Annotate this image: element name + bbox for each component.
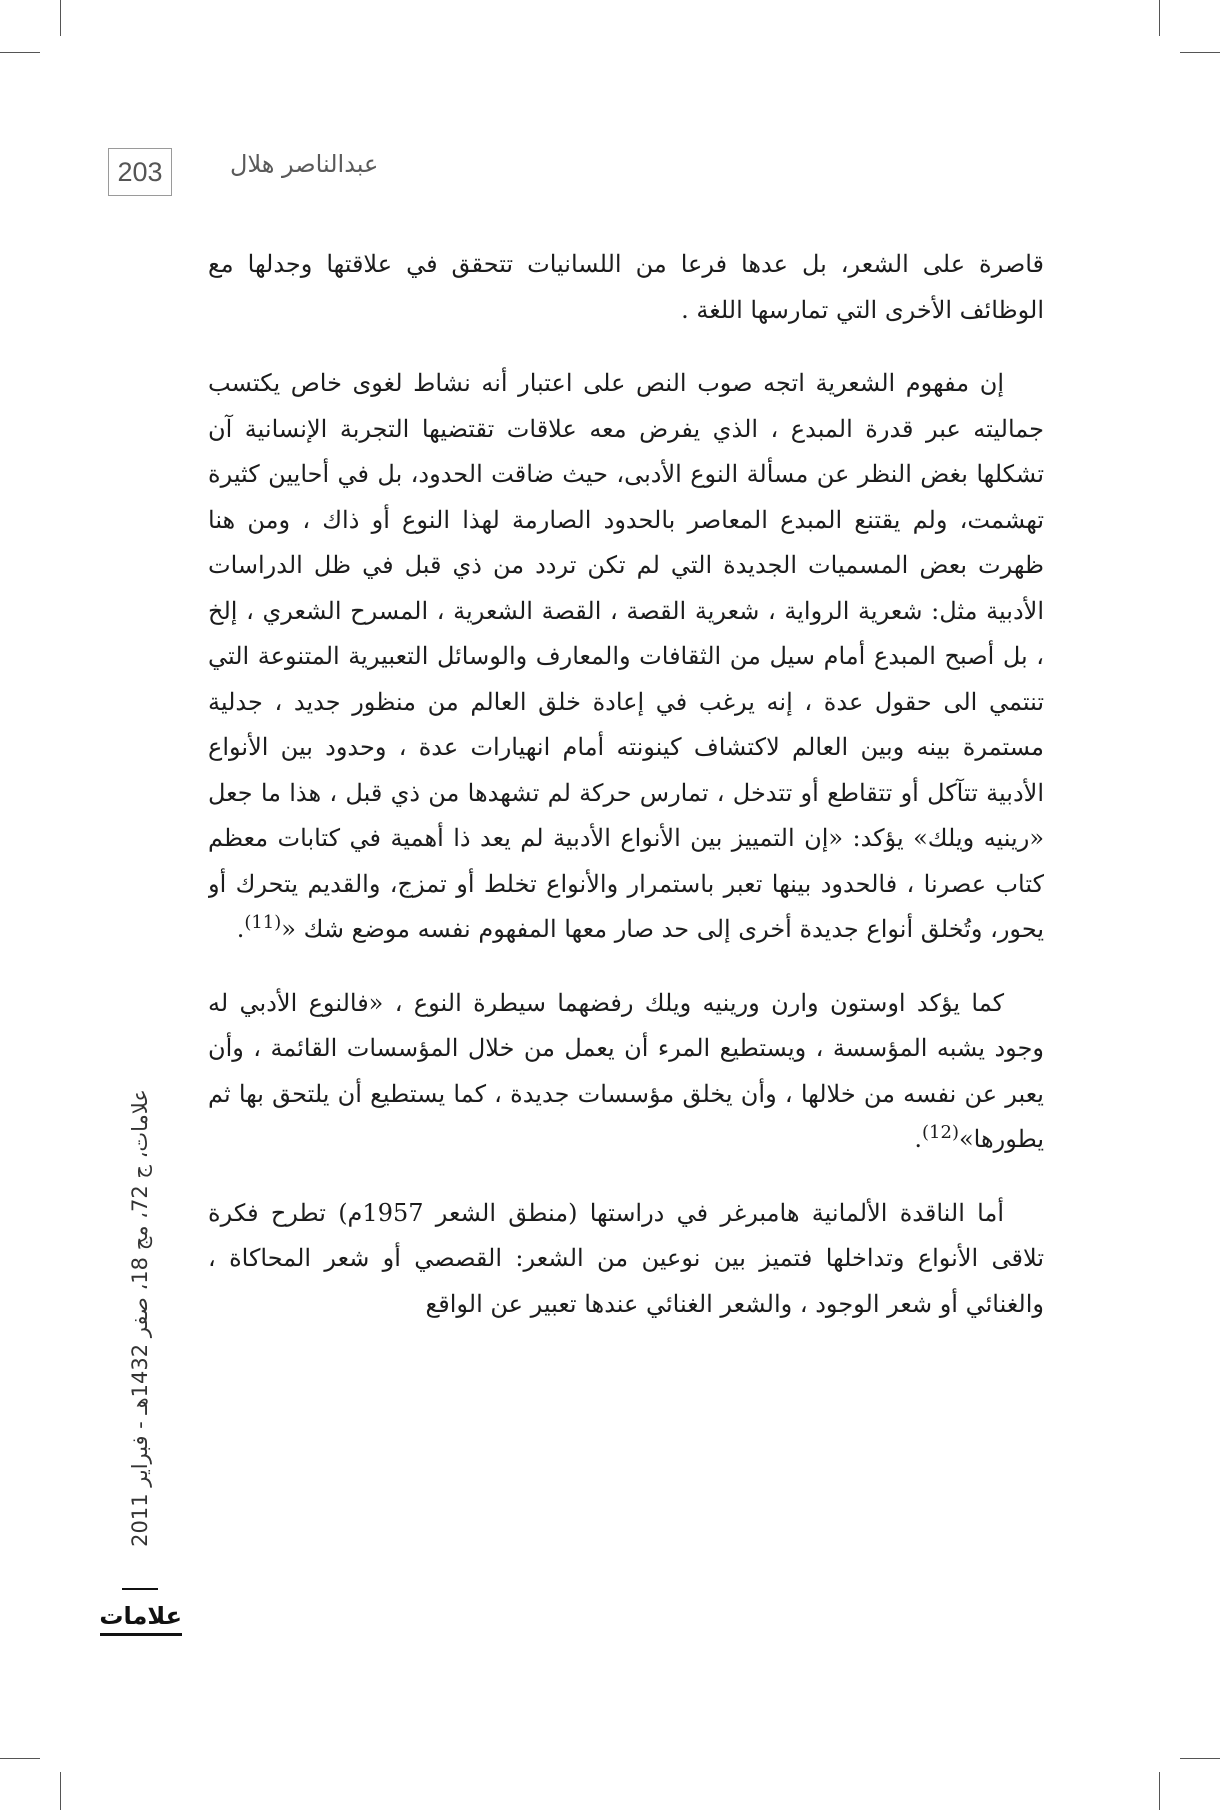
- footnote-ref: (11): [244, 912, 282, 933]
- article-body: [208, 242, 1044, 1672]
- paragraph: أما الناقدة الألمانية هامبرغر في دراستها (منطق الشعر 1957م) تطرح فكرة تلاقى الأنواع وتداخلها فتميز بين نوعين من الشعر: القصصي أو شعر المحاكاة ، والغنائي أو شعر الوجود ، والشعر الغنائي عندها تعبير عن الواقع: [208, 1198, 1044, 1318]
- journal-logo: علامات: [100, 1596, 182, 1636]
- paragraph: كما يؤكد اوستون وارن ورينيه ويلك رفضهما سيطرة النوع ، «فالنوع الأدبي له وجود يشبه المؤسسة ، ويستطيع المرء أن يعمل من خلال المؤسسات القائمة ، وأن يعبر عن نفسه من خلالها ، وأن يخلق مؤسسات جديدة ، كما يستطيع أن يلتحق بها ثم يطورها»$^{(12)}$.: [208, 988, 1044, 1153]
- divider: [122, 1588, 158, 1590]
- footnote-ref: (12): [922, 1122, 959, 1143]
- crop-mark: [60, 1772, 61, 1810]
- crop-mark: [1159, 1772, 1160, 1810]
- crop-mark: [0, 52, 40, 53]
- running-header-author: عبدالناصر هلال: [230, 150, 379, 178]
- crop-mark: [60, 0, 61, 36]
- paragraph: إن مفهوم الشعرية اتجه صوب النص على اعتبار أنه نشاط لغوى خاص يكتسب جماليته عبر قدرة المبدع ، الذي يفرض معه علاقات تقتضيها التجربة الإنسانية آن تشكلها بغض النظر عن مسألة النوع الأدبى، حيث ضاقت الحدود، بل في أحايين كثيرة تهشمت، ولم يقتنع المبدع المعاصر بالحدود الصارمة لهذا النوع أو ذاك ، ومن هنا ظهرت بعض المسميات الجديدة التي لم تكن تردد من ذي قبل في ظل الدراسات الأدبية مثل: شعرية الرواية ، شعرية القصة ، القصة الشعرية ، المسرح الشعري ، إلخ ، بل أصبح المبدع أمام سيل من الثقافات والمعارف والوسائل التعبيرية المتنوعة التي تنتمي الى حقول عدة ، إنه يرغب في إعادة خلق العالم من منظور جديد ، جدلية مستمرة بينه وبين العالم لاكتشاف كينونته أمام انهيارات عدة ، وحدود بين الأنواع الأدبية تتآكل أو تتقاطع أو تتدخل ، تمارس حركة لم تشهدها من ذي قبل ، هذا ما جعل «رينيه ويلك» يؤكد: «إن التمييز بين الأنواع الأدبية لم يعد ذا أهمية في كتابات معظم كتاب عصرنا ، فالحدود بينها تعبر باستمرار والأنواع تخلط أو تمزج، والقديم يتحرك أو يحور، وتُخلق أنواع جديدة أخرى إلى حد صار معها المفهوم نفسه موضع شك «$^{(11)}$.: [208, 369, 1044, 943]
- crop-mark: [1159, 0, 1160, 36]
- crop-mark: [0, 1758, 40, 1759]
- crop-mark: [1180, 52, 1220, 53]
- page-number: 203: [108, 148, 172, 196]
- paragraph: قاصرة على الشعر، بل عدها فرعا من اللسانيات تتحقق في علاقتها وجدلها مع الوظائف الأخرى التي تمارسها اللغة .: [208, 250, 1044, 324]
- journal-citation: علامات، ج 72، مج 18، صفر 1432هـ - فبراير 2011: [128, 1089, 152, 1547]
- crop-mark: [1180, 1758, 1220, 1759]
